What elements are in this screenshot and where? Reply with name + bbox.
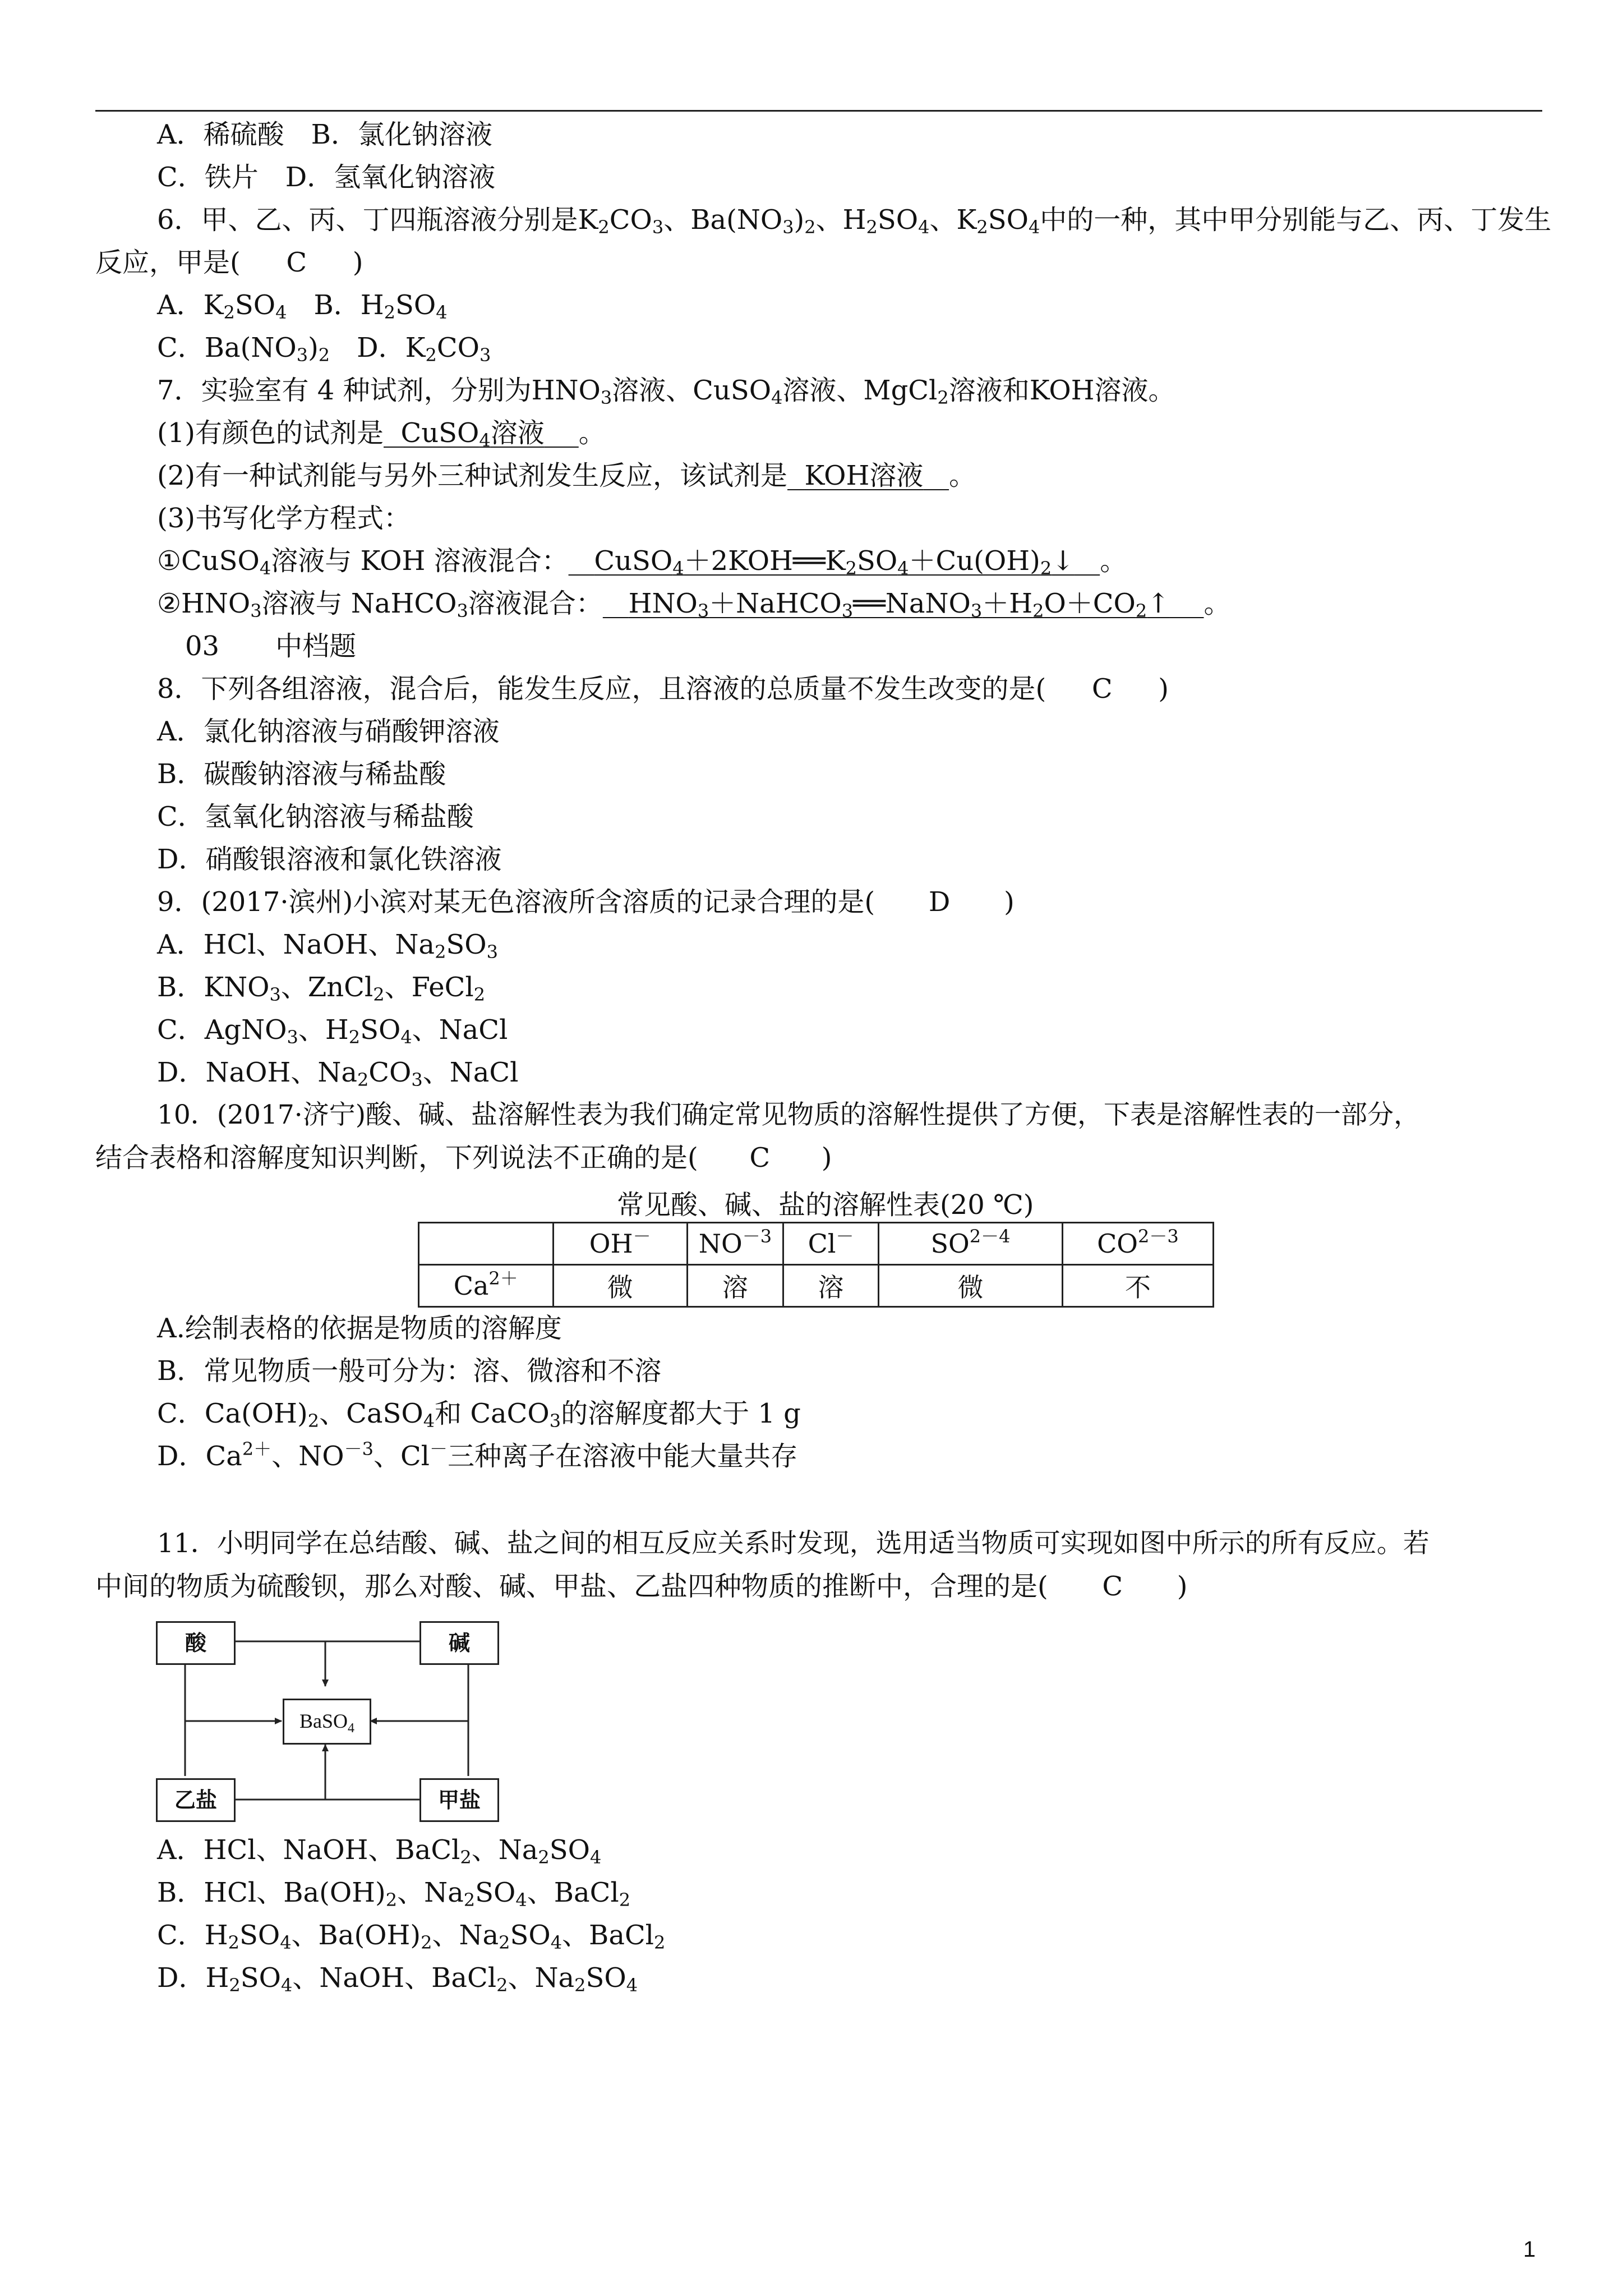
- q9-answer: D: [928, 886, 951, 918]
- q7-stem: 7．实验室有 4 种试剂，分别为$HNO_3$溶液、CuSO$_4$溶液、MgCl$_2$溶液和KOH溶液。: [157, 375, 1175, 408]
- section-header: 03 中档题: [185, 631, 357, 662]
- reaction-diagram: [151, 1620, 499, 1821]
- table-header-cell: OH－: [553, 1223, 687, 1265]
- table-caption: 常见酸、碱、盐的溶解性表(20 ℃): [617, 1189, 1034, 1221]
- q11-stem: 11．小明同学在总结酸、碱、盐之间的相互反应关系时发现，选用适当物质可实现如图中所示的所有反应。若: [157, 1528, 1430, 1559]
- q11-option-a: A．HCl、NaOH、BaCl$_2$、$Na_2SO_4$: [157, 1834, 602, 1868]
- q10-stem-line-2: 结合表格和溶解度知识判断，下列说法不正确的是( C ): [95, 1142, 832, 1174]
- table-cell: 溶: [783, 1265, 878, 1307]
- q9-stem: 9．(2017·滨州)小滨对某无色溶液所含溶质的记录合理的是( D ): [157, 886, 1015, 918]
- q9-option-d: D．NaOH、$Na_2CO_3$、NaCl: [157, 1057, 519, 1091]
- q6-answer: C: [286, 247, 307, 278]
- q10-answer: C: [749, 1142, 771, 1174]
- q7-sub-2: (2)有一种试剂能与另外三种试剂发生反应，该试剂是 KOH溶液 。: [157, 460, 976, 491]
- q5-option-line-1: A．稀硫酸 B．氯化钠溶液: [157, 119, 492, 150]
- table-row: [419, 1265, 1214, 1307]
- q11-option-d: D．$H_2SO_4$、NaOH、BaCl$_2$、$Na_2SO_4$: [157, 1962, 638, 1996]
- q8-option-b: B．碳酸钠溶液与稀盐酸: [157, 758, 446, 790]
- q7-sub-1: (1)有颜色的试剂是 CuSO$_4$溶液 。: [157, 417, 606, 451]
- page-number: 1: [1523, 2237, 1536, 2262]
- q9-option-b: B．$KNO_3$、ZnCl$_2$、FeCl$_2$: [157, 972, 486, 1005]
- table-row-header: $Ca^{2+}$: [419, 1265, 554, 1307]
- table-header-cell: Cl－: [783, 1223, 878, 1265]
- q9-option-c: C．AgNO$_3$、$H_2SO_4$、NaCl: [157, 1014, 508, 1048]
- table-corner-cell: [419, 1223, 554, 1265]
- table-cell: 溶: [687, 1265, 783, 1307]
- q11-option-c: C．$H_2SO_4$、$Ba(OH)_2$、$Na_2SO_4$、BaCl$_2$: [157, 1920, 666, 1953]
- q10-option-d: D．$Ca^{2+}$、$NO^{-3}$、Cl－三种离子在溶液中能大量共存: [157, 1438, 798, 1472]
- q5-option-line-2: C．铁片 D．氢氧化钠溶液: [157, 162, 496, 193]
- q6-options-cd: C．$Ba(NO_3)_2$ D．$K_2CO_3$: [157, 332, 491, 366]
- table-header-cell: $SO^{2-4}$: [879, 1223, 1063, 1265]
- table-header-cell: $NO^{-3}$: [687, 1223, 783, 1265]
- q7-equation-1: ①CuSO$_4$溶液与 KOH 溶液混合： $CuSO_4+2KOH══K_2SO_4+Cu(OH)_2↓$ 。: [157, 545, 1127, 579]
- q11-stem-line-2: 中间的物质为硫酸钡，那么对酸、碱、甲盐、乙盐四种物质的推断中，合理的是( C ): [95, 1571, 1188, 1602]
- solubility-table: [418, 1222, 1214, 1308]
- q11-answer: C: [1102, 1571, 1123, 1602]
- diagram-box-salt-b: 乙盐: [156, 1778, 236, 1822]
- q7-equation-1-answer: $CuSO_4+2KOH══K_2SO_4+Cu(OH)_2↓$: [594, 545, 1075, 579]
- table-header-cell: $CO^{2-3}$: [1062, 1223, 1213, 1265]
- q10-option-c: C．$Ca(OH)_2$、CaSO$_4$和 CaCO$_3$的溶解度都大于 1 g: [157, 1398, 801, 1432]
- table-cell: 微: [553, 1265, 687, 1307]
- diagram-box-baso4: BaSO$_4$: [283, 1699, 371, 1745]
- q6-stem: 6．甲、乙、丙、丁四瓶溶液分别是$K_2CO_3$、$Ba(NO_3)_2$、$H_2SO_4$、$K_2SO_4$中的一种，其中甲分别能与乙、丙、丁发生: [157, 204, 1552, 238]
- q7-equation-2: $②HNO_3$溶液与 NaHCO$_3$溶液混合： $HNO_3+NaHCO_3══NaNO_3+H_2O+CO_2↑$ 。: [157, 588, 1231, 622]
- table-cell: 不: [1062, 1265, 1213, 1307]
- diagram-box-acid: 酸: [156, 1621, 236, 1665]
- q8-answer: C: [1091, 673, 1113, 705]
- q10-option-b: B．常见物质一般可分为：溶、微溶和不溶: [157, 1355, 662, 1387]
- q8-stem: 8．下列各组溶液，混合后，能发生反应，且溶液的总质量不发生改变的是( C ): [157, 673, 1169, 705]
- q10-stem: 10．(2017·济宁)酸、碱、盐溶解性表为我们确定常见物质的溶解性提供了方便，下表是溶解性表的一部分，: [157, 1099, 1421, 1130]
- q6-options-ab: A．$K_2SO_4$ B．$H_2SO_4$: [157, 289, 448, 323]
- q8-option-d: D．硝酸银溶液和氯化铁溶液: [157, 844, 502, 875]
- table-cell: 微: [879, 1265, 1063, 1307]
- q7-answer-1: CuSO$_4$溶液: [400, 417, 545, 451]
- q6-stem-line-2: 反应，甲是( C ): [95, 247, 363, 278]
- q11-option-b: B．HCl、$Ba(OH)_2$、$Na_2SO_4$、BaCl$_2$: [157, 1877, 631, 1911]
- q7-equation-2-answer: $HNO_3+NaHCO_3══NaNO_3+H_2O+CO_2↑$: [628, 588, 1170, 622]
- diagram-box-salt-a: 甲盐: [419, 1778, 499, 1822]
- q7-sub-3: (3)书写化学方程式：: [157, 503, 411, 534]
- q8-option-a: A．氯化钠溶液与硝酸钾溶液: [157, 716, 500, 747]
- q8-option-c: C．氢氧化钠溶液与稀盐酸: [157, 801, 474, 832]
- q10-option-a: A.绘制表格的依据是物质的溶解度: [157, 1313, 562, 1344]
- diagram-box-base: 碱: [419, 1621, 499, 1665]
- q7-answer-2: KOH溶液: [804, 460, 924, 491]
- top-rule: [95, 110, 1542, 112]
- q9-option-a: A．HCl、NaOH、$Na_2SO_3$: [157, 929, 499, 963]
- table-header-row: [419, 1223, 1214, 1265]
